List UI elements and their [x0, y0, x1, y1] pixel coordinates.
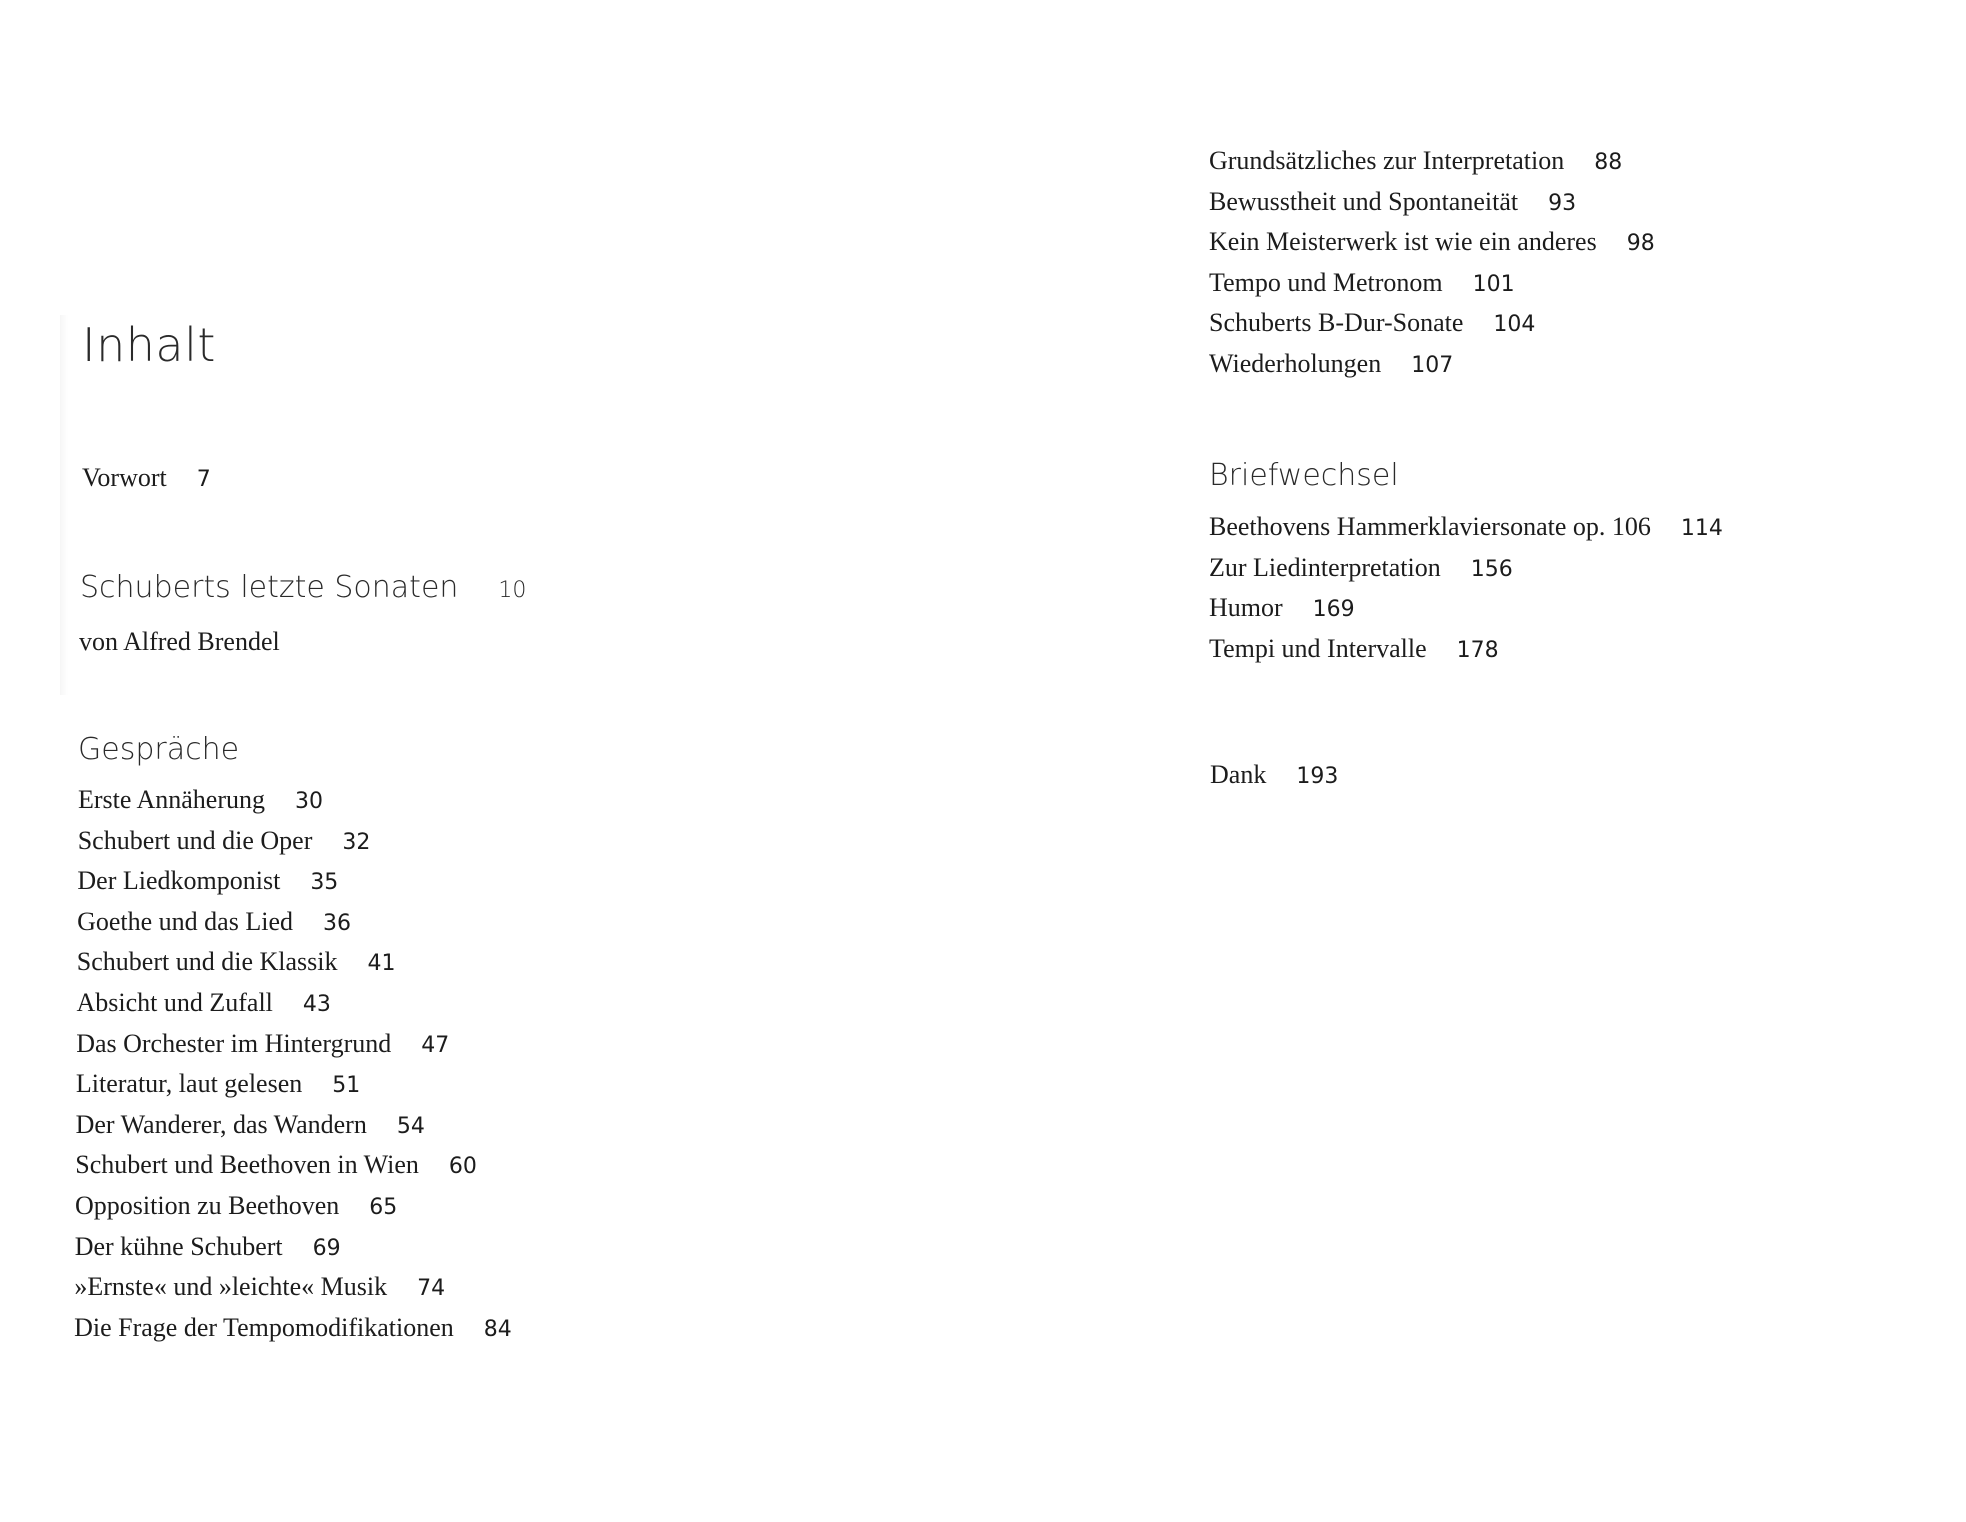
toc-entry-label: Der Liedkomponist [77, 866, 281, 896]
toc-entry [1209, 148, 1622, 174]
toc-entry-label: Schubert und Beethoven in Wien [75, 1150, 419, 1180]
toc-entry-page: 93 [1548, 190, 1577, 216]
toc-entry [75, 1109, 425, 1139]
toc-entry-label: Opposition zu Beethoven [75, 1191, 340, 1220]
toc-entry-page: 35 [310, 870, 339, 896]
toc-entry-label: »Ernste« und »leichte« Musik [74, 1272, 388, 1302]
toc-entry-page: 43 [302, 992, 331, 1017]
toc-entry-label: Schubert und die Oper [77, 825, 313, 855]
toc-entry [77, 906, 351, 936]
toc-entry-label: Erste Annäherung [78, 785, 266, 814]
toc-entry-page: 65 [369, 1195, 398, 1220]
toc-entry [74, 1274, 445, 1300]
toc-entry-label: Humor [1209, 593, 1283, 623]
toc-entry-page: 7 [196, 467, 211, 492]
toc-entry-page: 69 [312, 1235, 341, 1261]
toc-entry-page: 36 [322, 910, 351, 936]
toc-entry-vorwort [82, 465, 211, 491]
toc-entry-page: 101 [1472, 271, 1515, 297]
toc-entry-label: Bewusstheit und Spontaneität [1209, 186, 1519, 216]
toc-entry-page: 51 [332, 1073, 361, 1099]
toc-entry-label: Vorwort [82, 463, 167, 492]
toc-entry-label: Absicht und Zufall [76, 988, 273, 1017]
toc-entry-label: Zur Liedinterpretation [1209, 552, 1441, 582]
toc-entry [1209, 514, 1723, 540]
toc-entry-page: 107 [1411, 353, 1454, 378]
toc-entry [75, 1152, 477, 1178]
toc-entry [76, 1071, 360, 1097]
toc-entry [1209, 267, 1515, 297]
toc-entry-label: Wiederholungen [1209, 349, 1382, 378]
toc-entry [77, 868, 338, 894]
toc-entry-label: Tempo und Metronom [1209, 267, 1443, 297]
toc-entry-page: 54 [396, 1113, 425, 1139]
toc-entry [1209, 595, 1355, 621]
toc-entry-page: 84 [483, 1316, 512, 1342]
toc-entry [74, 1231, 341, 1261]
section-title-text: Schuberts letzte Sonaten [80, 570, 459, 605]
toc-entry-label: Literatur, laut gelesen [75, 1069, 303, 1099]
toc-entry-page: 193 [1296, 764, 1339, 789]
toc-entry-page: 30 [295, 789, 324, 814]
toc-entry-page: 47 [421, 1032, 450, 1058]
toc-entry [77, 949, 396, 975]
toc-entry [1209, 186, 1577, 216]
toc-entry-label: Schuberts B-Dur-Sonate [1209, 308, 1464, 338]
right-page [983, 0, 1966, 1522]
section-byline: von Alfred Brendel [79, 627, 280, 656]
toc-entry [78, 787, 323, 813]
toc-entry-page: 104 [1493, 312, 1536, 338]
toc-entry [1209, 351, 1453, 377]
toc-entry-label: Der kühne Schubert [74, 1231, 283, 1261]
section-title-schubert [80, 570, 526, 605]
toc-entry-label: Die Frage der Tempomodifikationen [74, 1312, 454, 1342]
toc-entry [74, 1312, 512, 1342]
toc-entry-page: 74 [417, 1276, 446, 1302]
toc-entry [75, 1193, 397, 1219]
toc-entry-label: Grundsätzliches zur Interpretation [1209, 146, 1565, 175]
toc-entry-label: Goethe und das Lied [77, 906, 293, 936]
section-title-briefwechsel: Briefwechsel [1209, 458, 1399, 493]
toc-entry-label: Das Orchester im Hintergrund [76, 1028, 392, 1058]
toc-entry-page: 60 [448, 1154, 477, 1180]
toc-entry [1209, 633, 1499, 663]
toc-entry-dank [1210, 762, 1338, 788]
toc-entry-label: Kein Meisterwerk ist wie ein anderes [1209, 227, 1597, 257]
section-title-gespraeche: Gespräche [78, 732, 240, 767]
section-page: 10 [498, 578, 527, 603]
toc-entry-page: 114 [1680, 516, 1723, 541]
toc-entry [1209, 229, 1655, 255]
toc-entry-page: 98 [1626, 231, 1655, 257]
toc-entry-page: 41 [367, 951, 396, 977]
toc-entry-page: 169 [1312, 597, 1355, 623]
toc-entry-page: 156 [1470, 556, 1513, 582]
toc-entry-label: Beethovens Hammerklaviersonate op. 106 [1209, 512, 1651, 541]
toc-entry-label: Schubert und die Klassik [76, 947, 338, 977]
page-edge-shadow [60, 315, 68, 695]
toc-entry [1209, 310, 1535, 336]
toc-entry [76, 1028, 450, 1058]
toc-title: Inhalt [82, 318, 216, 372]
toc-entry-page: 178 [1456, 637, 1499, 663]
toc-entry [1209, 552, 1513, 582]
toc-entry-label: Dank [1210, 760, 1267, 789]
toc-entry [77, 990, 331, 1016]
toc-entry [77, 825, 371, 855]
toc-entry-page: 32 [342, 829, 371, 855]
toc-entry-label: Der Wanderer, das Wandern [75, 1109, 367, 1139]
toc-entry-label: Tempi und Intervalle [1209, 633, 1427, 663]
toc-entry-page: 88 [1594, 150, 1623, 175]
